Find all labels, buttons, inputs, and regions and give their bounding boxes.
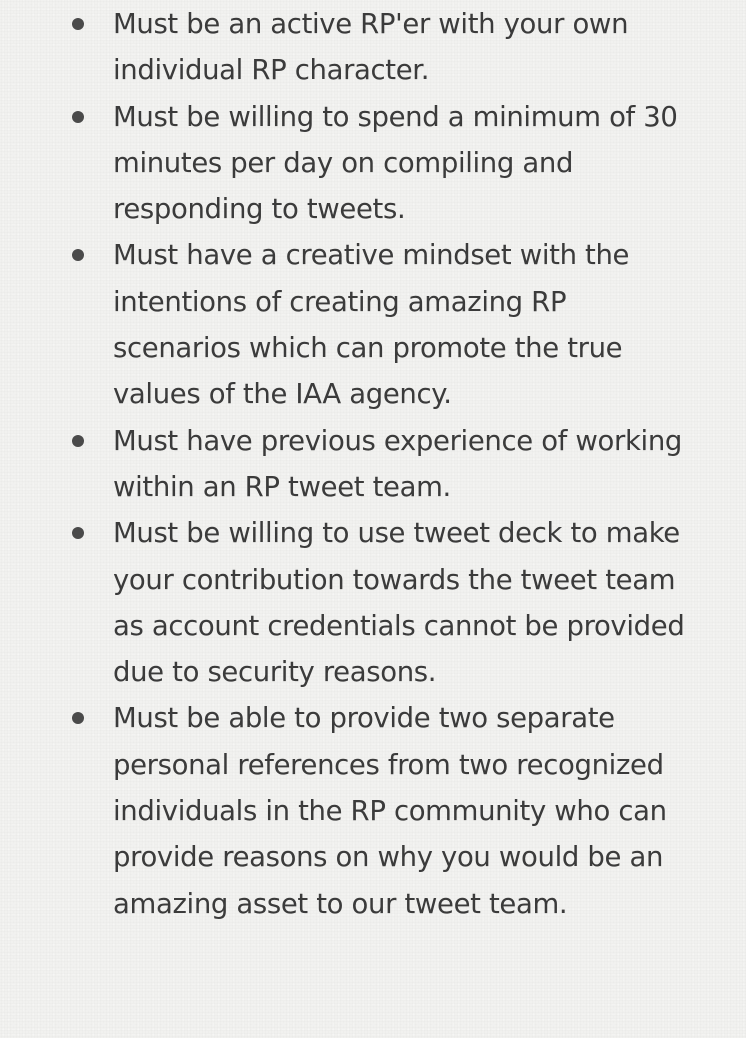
list-item — [0, 232, 746, 417]
requirements-list — [0, 1, 746, 927]
bullet-icon — [72, 249, 84, 261]
requirement-text: Must have previous experience of working within an RP tweet team. — [113, 424, 683, 503]
bullet-icon — [72, 712, 84, 724]
bullet-icon — [72, 111, 84, 123]
requirement-text: Must be an active RP'er with your own individual RP character. — [113, 8, 629, 87]
bullet-icon — [72, 435, 84, 447]
requirement-text: Must be willing to spend a minimum of 30 minutes per day on compiling and responding to tweets. — [113, 100, 678, 226]
bullet-icon — [72, 18, 84, 30]
list-item — [0, 695, 746, 926]
list-item — [0, 510, 746, 695]
list-item — [0, 94, 746, 233]
list-item — [0, 1, 746, 94]
requirement-text: Must have a creative mindset with the intentions of creating amazing RP scenarios which can promote the true values of the IAA agency. — [113, 239, 630, 411]
list-item — [0, 418, 746, 511]
requirement-text: Must be willing to use tweet deck to make your contribution towards the tweet team as account credentials cannot be provided due to security reasons. — [113, 517, 685, 689]
requirement-text: Must be able to provide two separate personal references from two recognized individuals in the RP community who can provide reasons on why you would be an amazing asset to our tweet team. — [113, 702, 667, 920]
bullet-icon — [72, 527, 84, 539]
